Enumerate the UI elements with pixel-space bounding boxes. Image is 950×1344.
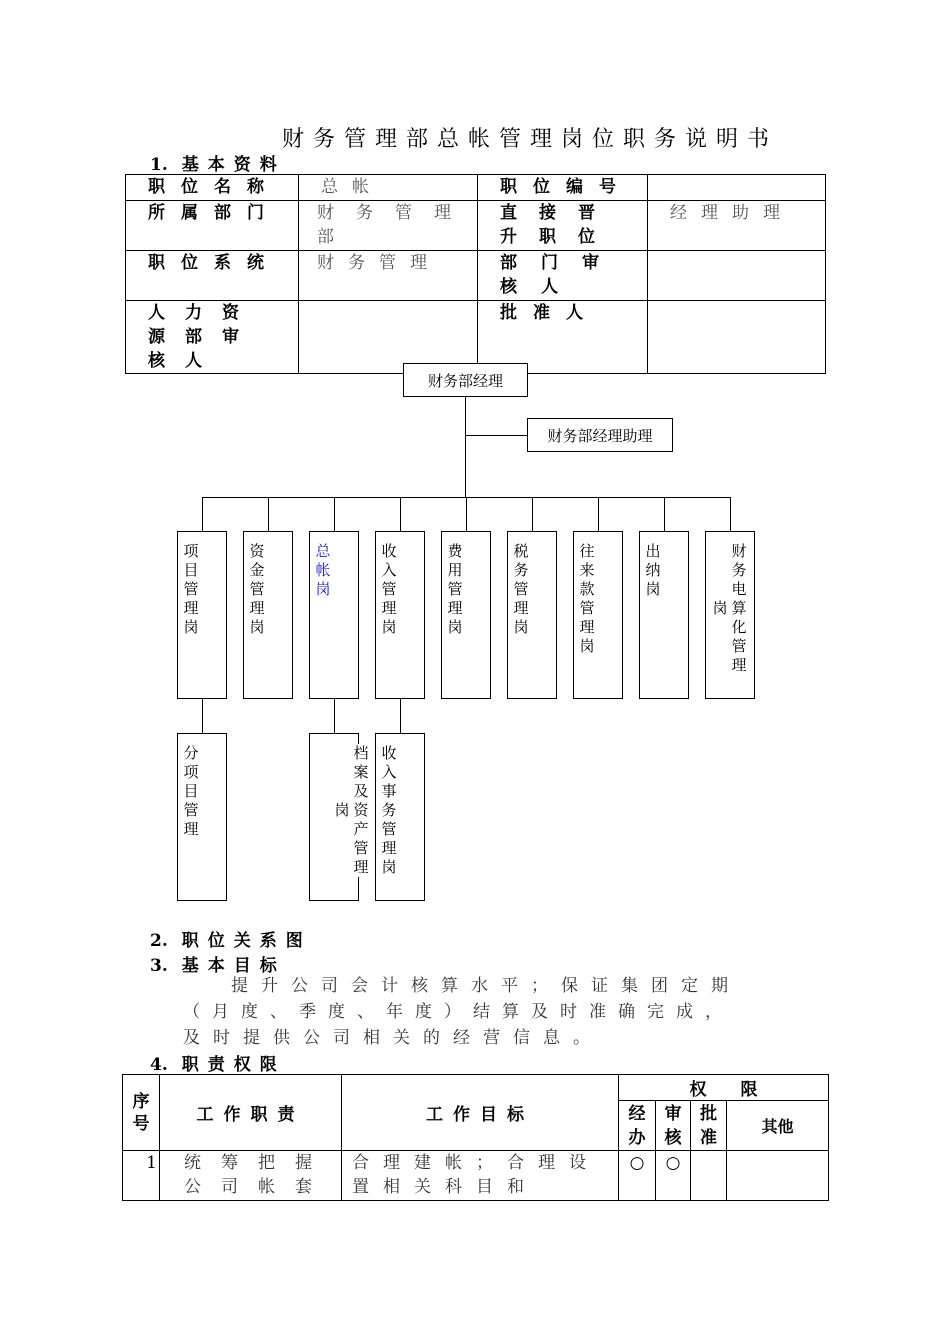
info-value: 总帐 xyxy=(299,175,478,201)
org-box-assistant xyxy=(527,418,673,452)
org-box-label: 档案及资产管理 xyxy=(353,744,369,876)
info-value xyxy=(648,175,826,201)
info-label: 职位编号 xyxy=(478,175,648,201)
info-value: 财务管理 xyxy=(299,251,478,301)
org-box-label: 费用管理岗 xyxy=(447,542,463,636)
org-box-sub xyxy=(177,733,227,901)
org-box-sub xyxy=(309,733,369,901)
section-number: 4. xyxy=(150,1055,168,1075)
org-box-post xyxy=(177,531,227,699)
org-box-label: 资金管理岗 xyxy=(249,542,265,636)
connector-line xyxy=(465,396,466,497)
org-box-label: 出纳岗 xyxy=(645,542,661,598)
section-label: 职位关系图 xyxy=(181,931,312,951)
duty-table xyxy=(122,1074,829,1201)
header-handle: 经办 xyxy=(619,1101,656,1151)
header-number: 序号 xyxy=(123,1075,160,1151)
org-box-label: 分项目管理 xyxy=(183,744,199,838)
table-row xyxy=(123,1151,829,1201)
header-other: 其他 xyxy=(727,1101,829,1151)
connector-line xyxy=(400,698,401,733)
connector-line xyxy=(466,497,467,531)
connector-line xyxy=(334,698,335,733)
section-number: 3. xyxy=(150,956,168,976)
section-heading-basic-info xyxy=(150,150,286,175)
info-value: 财务管理部 xyxy=(299,201,478,251)
header-duty: 工作职责 xyxy=(160,1075,342,1151)
row-goal: 合理建帐；合理设置相关科目和 xyxy=(342,1151,619,1201)
org-box-label: 税务管理岗 xyxy=(513,542,529,636)
header-review: 审核 xyxy=(656,1101,691,1151)
org-box-sub xyxy=(375,733,425,901)
row-review: ○ xyxy=(656,1151,691,1201)
org-box-label: 岗 xyxy=(712,599,728,617)
basic-info-table xyxy=(125,174,826,374)
connector-line xyxy=(400,497,401,531)
goal-line: （月度、季度、年度）结算及时准确完成， xyxy=(183,1002,734,1022)
info-label: 人力资源部审核人 xyxy=(126,301,299,374)
section-number: 1. xyxy=(150,155,168,175)
table-row xyxy=(126,201,826,251)
info-label: 部门审核人 xyxy=(478,251,648,301)
org-box-post-highlighted xyxy=(309,531,359,699)
connector-line xyxy=(202,698,203,733)
connector-line xyxy=(730,497,731,531)
section-label: 职责权限 xyxy=(181,1055,286,1075)
section-heading-duties xyxy=(150,1050,286,1075)
org-box-post xyxy=(573,531,623,699)
org-box-label: 财务部经理 xyxy=(427,371,503,390)
row-other xyxy=(727,1151,829,1201)
connector-line xyxy=(598,497,599,531)
org-box-label: 收入管理岗 xyxy=(381,542,397,636)
row-duty: 统筹把握公司帐套 xyxy=(160,1151,342,1201)
row-number: 1 xyxy=(123,1151,160,1201)
row-handle: ○ xyxy=(619,1151,656,1201)
info-label: 批准人 xyxy=(478,301,648,374)
org-box-label: 收入事务管理岗 xyxy=(381,744,397,876)
org-box-post xyxy=(705,531,755,699)
row-approve xyxy=(691,1151,727,1201)
info-value xyxy=(648,301,826,374)
org-box-post xyxy=(243,531,293,699)
connector-line xyxy=(202,497,203,531)
table-header-row xyxy=(123,1075,829,1101)
connector-line xyxy=(334,497,335,531)
info-label: 职位名称 xyxy=(126,175,299,201)
section-label: 基本目标 xyxy=(181,956,286,976)
info-value: 经理助理 xyxy=(648,201,826,251)
section-number: 2. xyxy=(150,931,168,951)
info-label: 所属部门 xyxy=(126,201,299,251)
goal-line: 及时提供公司相关的经营信息。 xyxy=(183,1028,603,1048)
connector-line xyxy=(268,497,269,531)
org-box-post xyxy=(441,531,491,699)
goal-line: 提升公司会计核算水平；保证集团定期 xyxy=(231,976,741,996)
connector-line xyxy=(664,497,665,531)
info-label: 职位系统 xyxy=(126,251,299,301)
table-row xyxy=(126,251,826,301)
org-box-label: 岗 xyxy=(334,801,350,819)
org-box-label: 财务电算化管理 xyxy=(731,542,747,674)
connector-line xyxy=(466,435,528,436)
header-authority: 权 限 xyxy=(619,1075,829,1101)
info-value xyxy=(648,251,826,301)
org-box-post xyxy=(375,531,425,699)
table-row xyxy=(126,175,826,201)
section-heading-relation-chart xyxy=(150,926,312,951)
org-box-post xyxy=(507,531,557,699)
org-box-label: 总帐岗 xyxy=(315,542,331,598)
connector-line xyxy=(532,497,533,531)
org-box-manager xyxy=(403,363,528,397)
org-box-label: 项目管理岗 xyxy=(183,542,199,636)
info-label: 直接晋升职位 xyxy=(478,201,648,251)
header-approve: 批准 xyxy=(691,1101,727,1151)
org-box-label: 往来款管理岗 xyxy=(579,542,595,655)
page-title: 财务管理部总帐管理岗位职务说明书 xyxy=(281,127,778,152)
org-box-label: 财务部经理助理 xyxy=(547,426,653,445)
header-goal: 工作目标 xyxy=(342,1075,619,1151)
org-box-post xyxy=(639,531,689,699)
section-label: 基本资料 xyxy=(181,155,286,175)
